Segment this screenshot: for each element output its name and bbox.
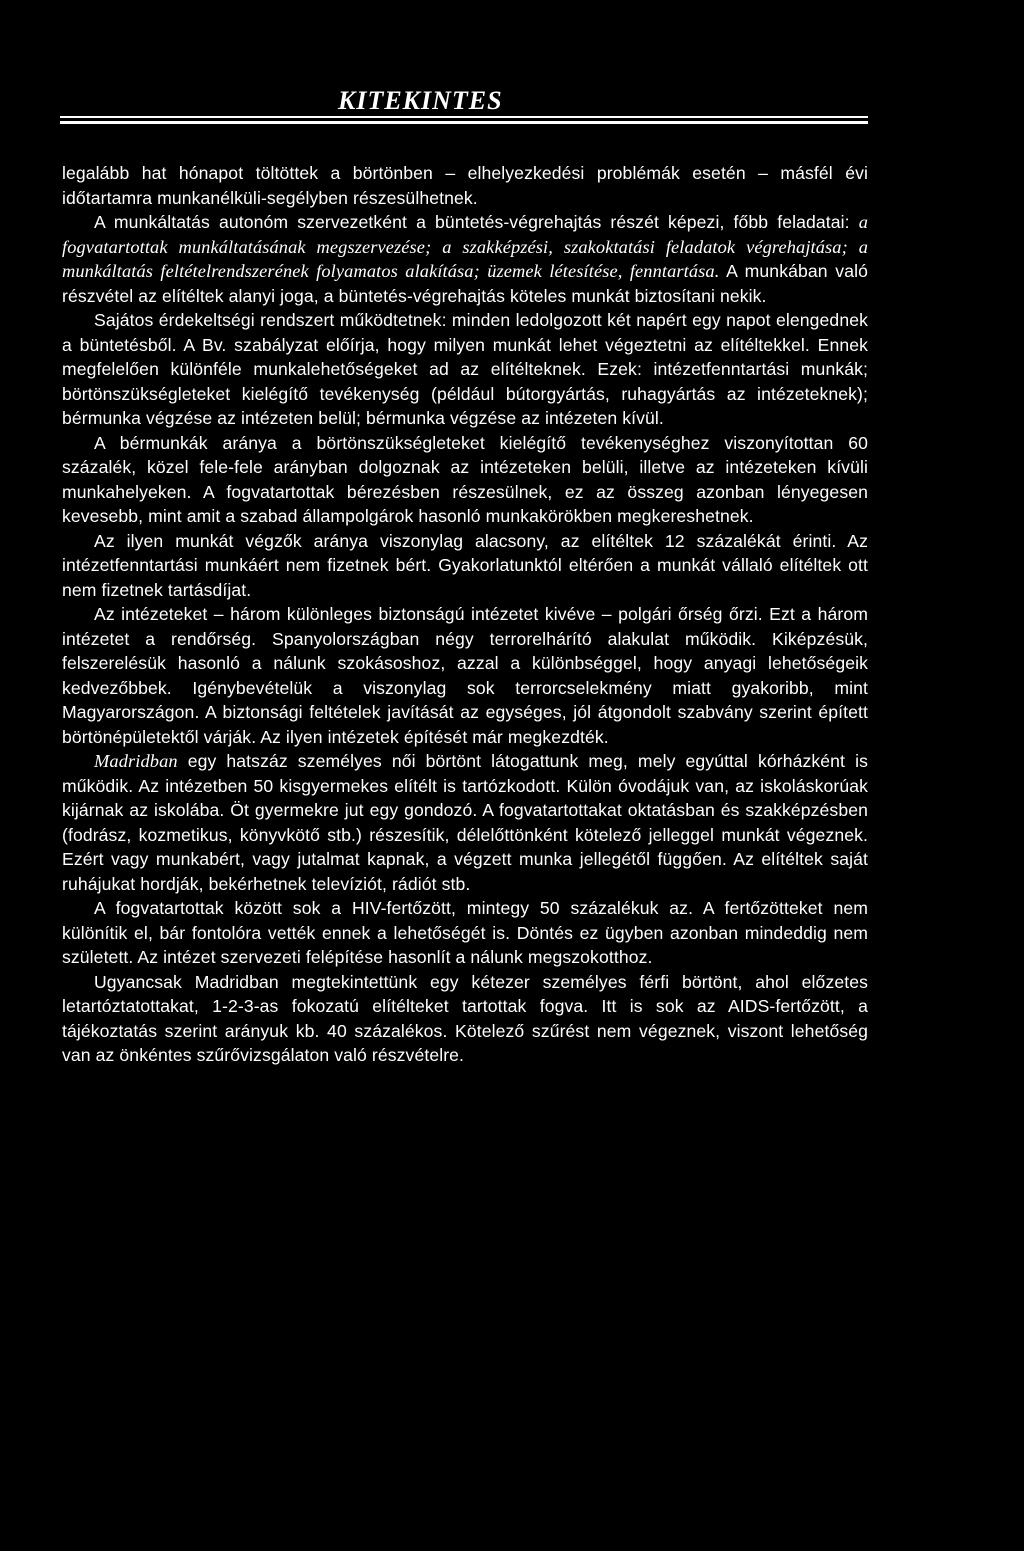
body-text (62, 161, 868, 1068)
text-run: A munkában való részvétel az elítéltek alanyi joga, a büntetés-végrehajtás köteles munkát biztosítani nekik. (62, 261, 868, 306)
italic-text-run: a fogvatartottak munkáltatásának megszervezése; a szakképzési, szakoktatási feladatok végrehajtása; a munkáltatás feltételrendszerének folyamatos alakítása; üzemek létesítése, fenntartása. (62, 212, 868, 281)
running-header (60, 86, 868, 126)
paragraph (62, 602, 868, 749)
text-run: A fogvatartottak között sok a HIV-fertőzött, mintegy 50 százalékuk az. A fertőzötteket nem különítik el, bár fontolóra vették ennek a lehetőségét is. Döntés ez ügyben azonban mindeddig nem született. Az intézet szervezeti felépítése hasonlít a nálunk megszokotthoz. (62, 898, 868, 967)
text-run: Az intézeteket – három különleges biztonságú intézetet kivéve – polgári őrség őrzi. Ezt a három intézetet a rendőrség. Spanyolországban négy terrorelhárító alakulat működik. Kiképzésük, felszerelésük hasonló a nálunk szokásoshoz, azzal a különbséggel, hogy anyagi lehetőségeik kedvezőbbek. Igénybevételük a viszonylag sok terrorcselekmény miatt gyakoribb, mint Magyarországon. A biztonsági feltételek javítását az egységes, jól átgondolt szabvány szerint épített börtönépületektől várják. Az ilyen intézetek építését már megkezdték. (62, 604, 868, 747)
paragraph (62, 529, 868, 603)
text-run: legalább hat hónapot töltöttek a börtönben – elhelyezkedési problémák esetén – másfél évi időtartamra munkanélküli-segélyben részesülhetnek. (62, 163, 868, 208)
text-run: egy hatszáz személyes női börtönt látogattunk meg, mely egyúttal kórházként is működik. Az intézetben 50 kisgyermekes elítélt is tartózkodott. Külön óvodájuk van, az iskoláskorúak kijárnak az iskolába. Öt gyermekre jut egy gondozó. A fogvatartottakat oktatásban és szakképzésben (fodrász, kozmetikus, könyvkötő stb.) részesítik, délelőttönként kötelező jelleggel munkát végeznek. Ezért vagy munkabért, vagy jutalmat kapnak, a végzett munka jellegétől függően. Az elítéltek saját ruhájukat hordják, bekérhetnek televíziót, rádiót stb. (62, 751, 868, 894)
section-title: KITEKINTES (338, 86, 503, 115)
italic-text-run: Madridban (94, 751, 178, 771)
paragraph (62, 970, 868, 1068)
text-run: Sajátos érdekeltségi rendszert működtetnek: minden ledolgozott két napért egy napot elengednek a büntetésből. A Bv. szabályzat előírja, hogy milyen munkát lehet végeztetni az elítéltekkel. Ennek megfelelően különféle munkalehetőségeket ad az elítélteknek. Ezek: intézetfenntartási munkák; börtönszükségleteket kielégítő tevékenység (például bútorgyártás, ruhagyártás az intézeteknek); bérmunka végzése az intézeten belül; bérmunka végzése az intézeten kívül. (62, 310, 868, 428)
paragraph (62, 161, 868, 210)
paragraph (62, 431, 868, 529)
header-rule-thick (60, 121, 868, 124)
text-run: Ugyancsak Madridban megtekintettünk egy kétezer személyes férfi börtönt, ahol előzetes letartóztatottakat, 1-2-3-as fokozatú elítélteket tartottak fogva. Itt is sok az AIDS-fertőzött, a tájékoztatás szerint arányuk kb. 40 százalékos. Kötelező szűrést nem végeznek, viszont lehetőség van az önkéntes szűrővizsgálaton való részvételre. (62, 971, 868, 1065)
paragraph (62, 749, 868, 896)
header-rule-thin (60, 116, 868, 118)
paragraph (62, 210, 868, 308)
text-run: Az ilyen munkát végzők aránya viszonylag alacsony, az elítéltek 12 százalékát érinti. Az intézetfenntartási munkáért nem fizetnek bért. Gyakorlatunktól eltérően a munkát vállaló elítéltek ott nem fizetnek tartásdíjat. (62, 530, 868, 600)
text-run: A bérmunkák aránya a börtönszükségleteket kielégítő tevékenységhez viszonyítottan 60 százalék, közel fele-fele arányban dolgoznak az intézeteken belüli, illetve az intézeteken kívüli munkahelyeken. A fogvatartottak bérezésben részesülnek, ez az összeg azonban lényegesen kevesebb, mint amit a szabad állampolgárok hasonló munkakörökben megkereshetnek. (62, 432, 868, 526)
paragraph (62, 308, 868, 431)
paragraph (62, 896, 868, 970)
text-run: A munkáltatás autonóm szervezetként a büntetés-végrehajtás részét képezi, főbb feladatai: (94, 212, 859, 232)
